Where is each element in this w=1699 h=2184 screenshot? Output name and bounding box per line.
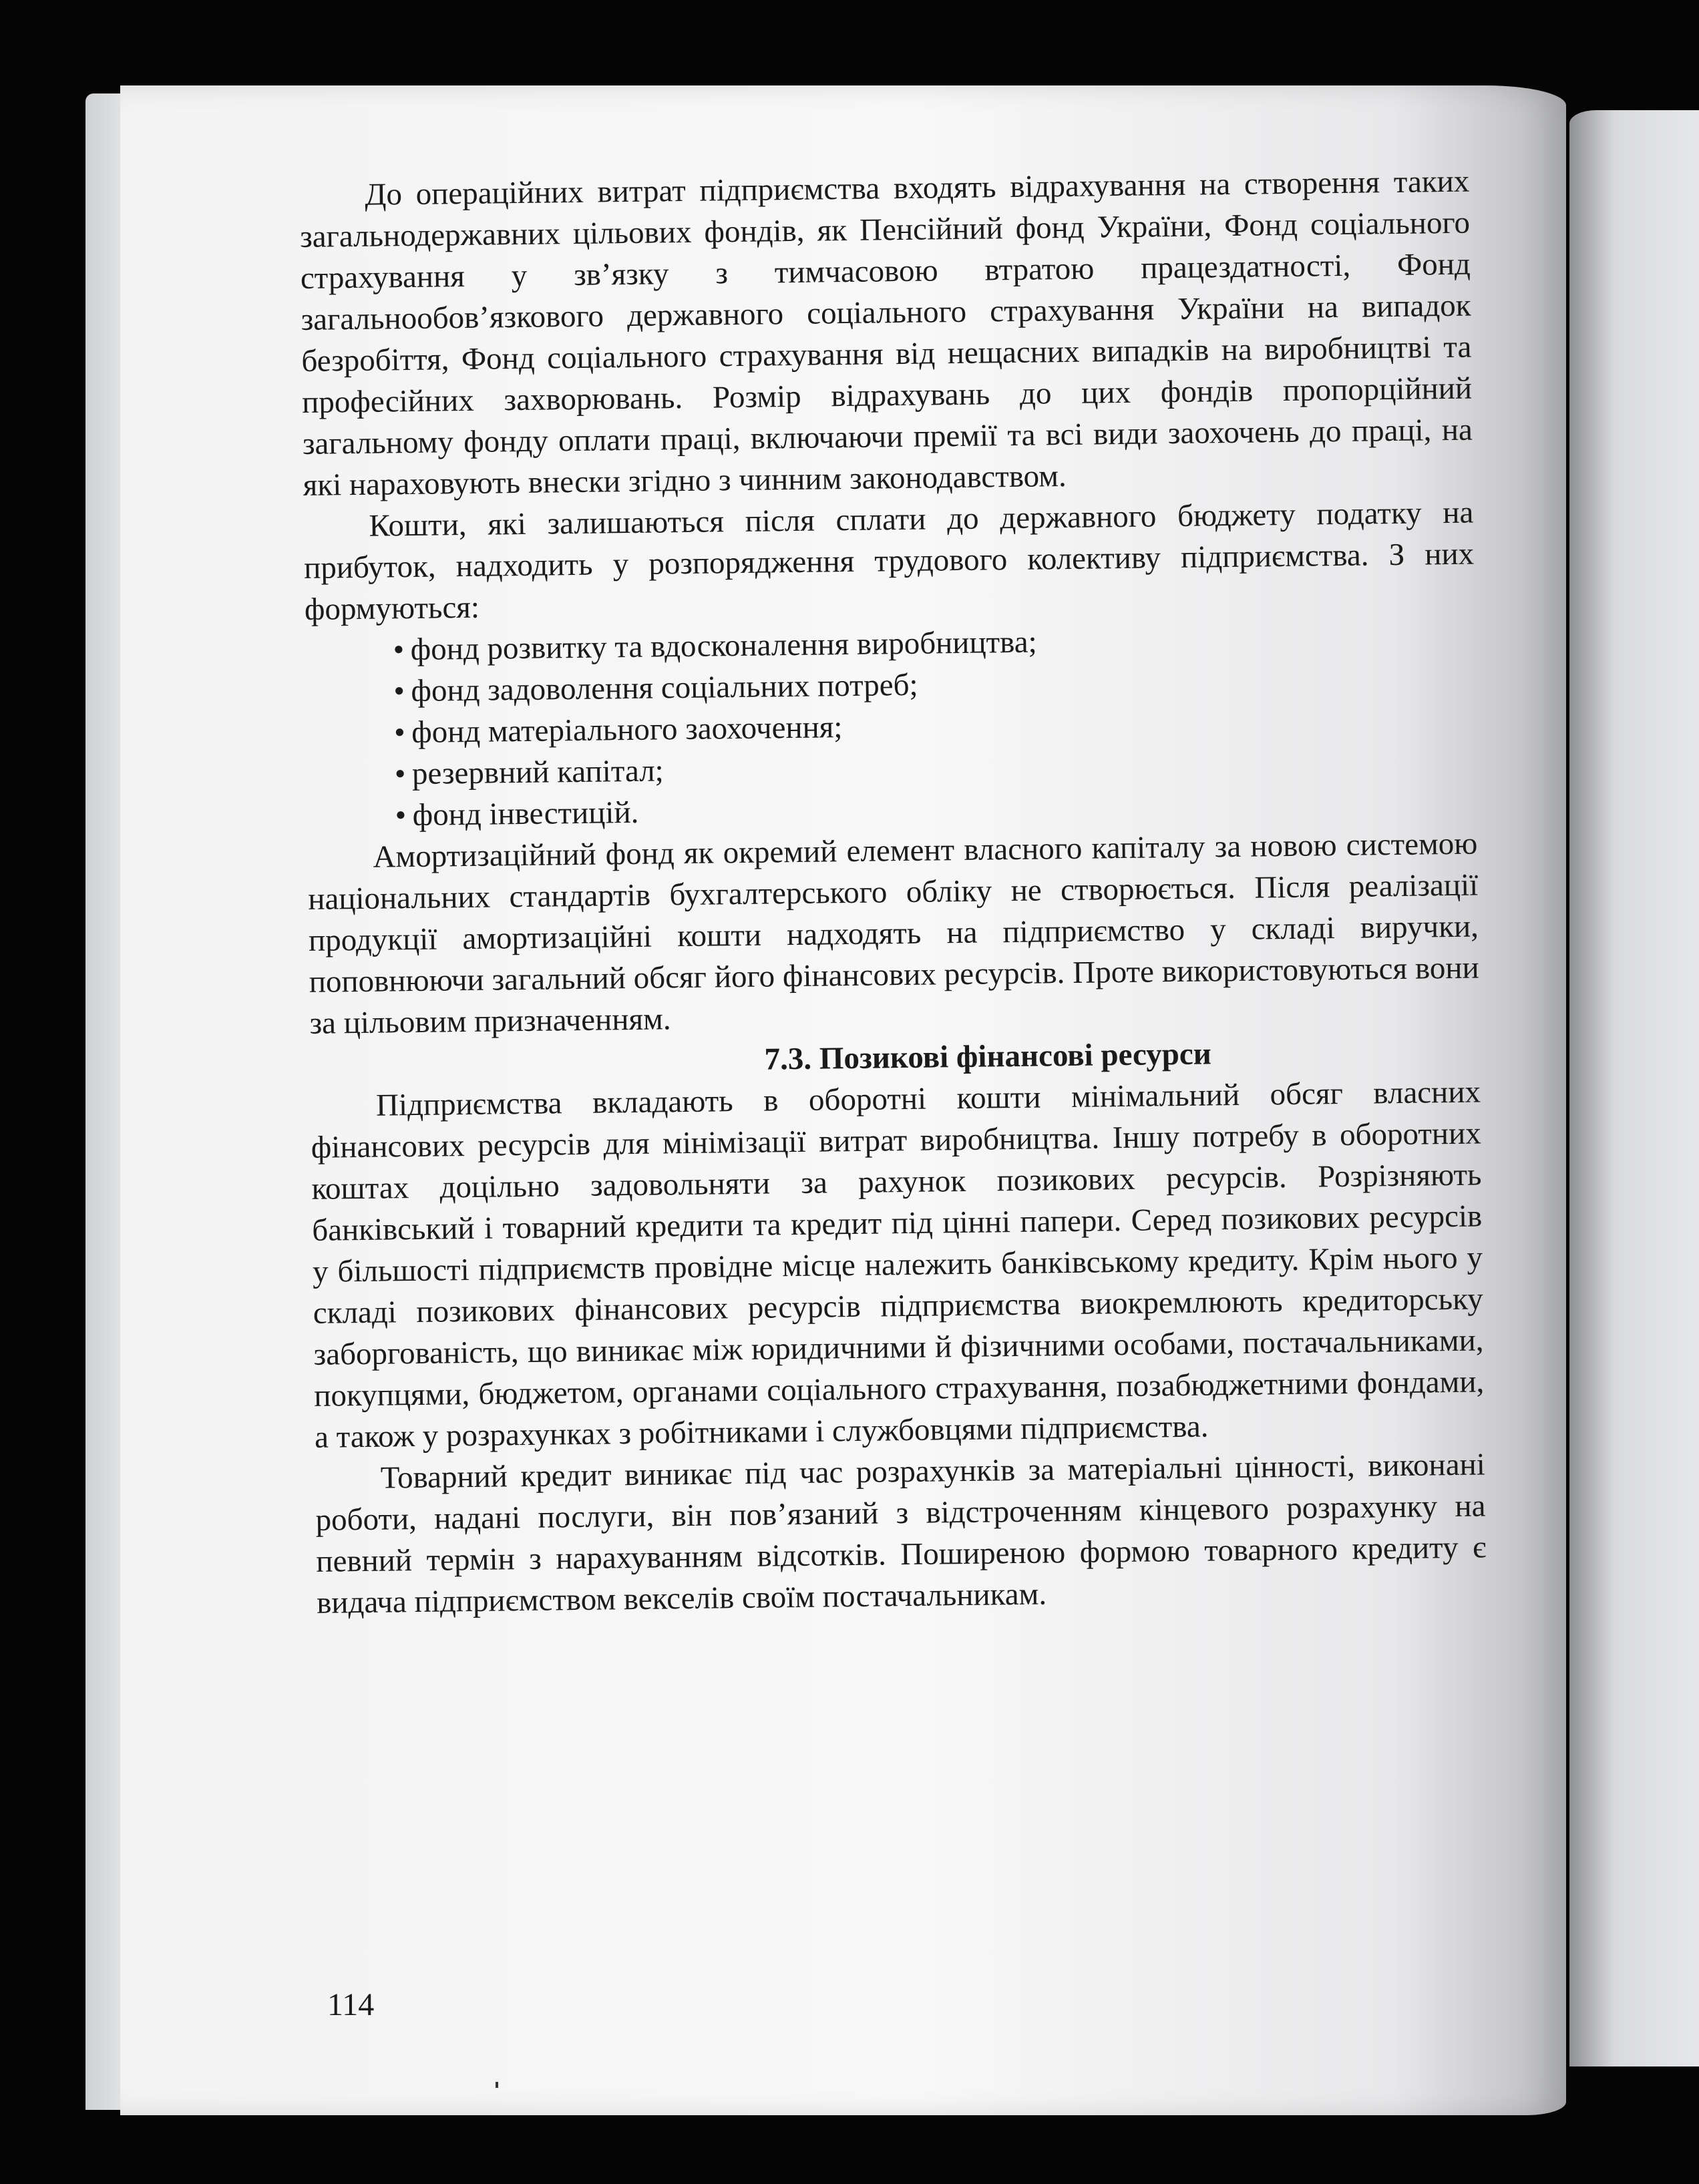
bullet-icon: • [393,632,405,668]
list-item-text: фонд матеріального заохочення; [411,710,843,750]
funds-list [305,616,1477,837]
page-body-text [299,161,1487,1624]
paragraph-amortization: Амортизаційний фонд як окремий елемент власного капіталу за новою системою національних стандартів бухгалтерського обліку не створюється. Після реалізації продукції амортизаційні кошти надходять на підприємство у складі виручки, поповнюючи загальний обсяг його фінансових ресурсів. Проте використовуються вони за цільовим призначенням. [307,826,1479,1041]
list-item-text: фонд задоволення соціальних потреб; [411,667,918,709]
list-item-text: фонд інвестицій. [412,795,639,833]
list-item-text: фонд розвитку та вдосконалення виробництва; [410,624,1037,668]
paragraph-borrowed-resources: Підприємства вкладають в оборотні кошти мінімальний обсяг власних фінансових ресурсів для мінімізації витрат виробництва. Іншу потребу в оборотних коштах доцільно задовольняти за рахунок позикових ресурсів. Розрізняють банківський і товарний кредити та кредит під цінні папери. Серед позикових ресурсів у більшості підприємств провідне місце належить банківському кредиту. Крім нього у складі позикових фінансових ресурсів підприємства виокремлюють кредиторську заборгованість, що виникає між юридичними й фізичними особами, постачальниками, покупцями, бюджетом, органами соціального страхування, позабюджетними фондами, а також у розрахунках з робітниками і службовцями підприємства. [311,1074,1485,1455]
section-heading: 7.3. Позикові фінансові ресурси [764,1036,1212,1077]
scan-speck [496,2082,498,2088]
paragraph-trade-credit: Товарний кредит виникає під час розрахунків за матеріальні цінності, виконані роботи, надані послуги, він пов’язаний з відстроченням кінцевого розрахунку на певний термін з нарахуванням відсотків. Поширеною формою товарного кредиту є видача підприємством векселів своїм постачальникам. [315,1447,1487,1620]
page-number: 114 [327,1987,375,2022]
paragraph-remaining-funds: Кошти, які залишаються після сплати до державного бюджету податку на прибуток, надходить у розпорядження трудового колективу підприємства. З них формуються: [303,495,1475,627]
bullet-icon: • [395,798,407,833]
next-page-edge [1569,110,1699,2066]
bullet-icon: • [394,756,406,792]
list-item-text: резервний капітал; [411,753,664,792]
bullet-icon: • [393,715,406,750]
bullet-icon: • [393,674,405,709]
paragraph-operating-costs: До операційних витрат підприємства входять відрахування на створення таких загальнодержавних цільових фондів, як Пенсійний фонд України, Фонд соціального страхування у зв’язку з тимчасовою втратою працездатності, Фонд загальнообов’язкового державного соціального страхування України на випадок безробіття, Фонд соціального страхування від нещасних випадків на виробництві та професійних захворювань. Розмір відрахувань до цих фондів пропорційний загальному фонду оплати праці, включаючи премії та всі види заохочень до праці, на які нараховують внески згідно з чинним законодавством. [299,164,1473,503]
